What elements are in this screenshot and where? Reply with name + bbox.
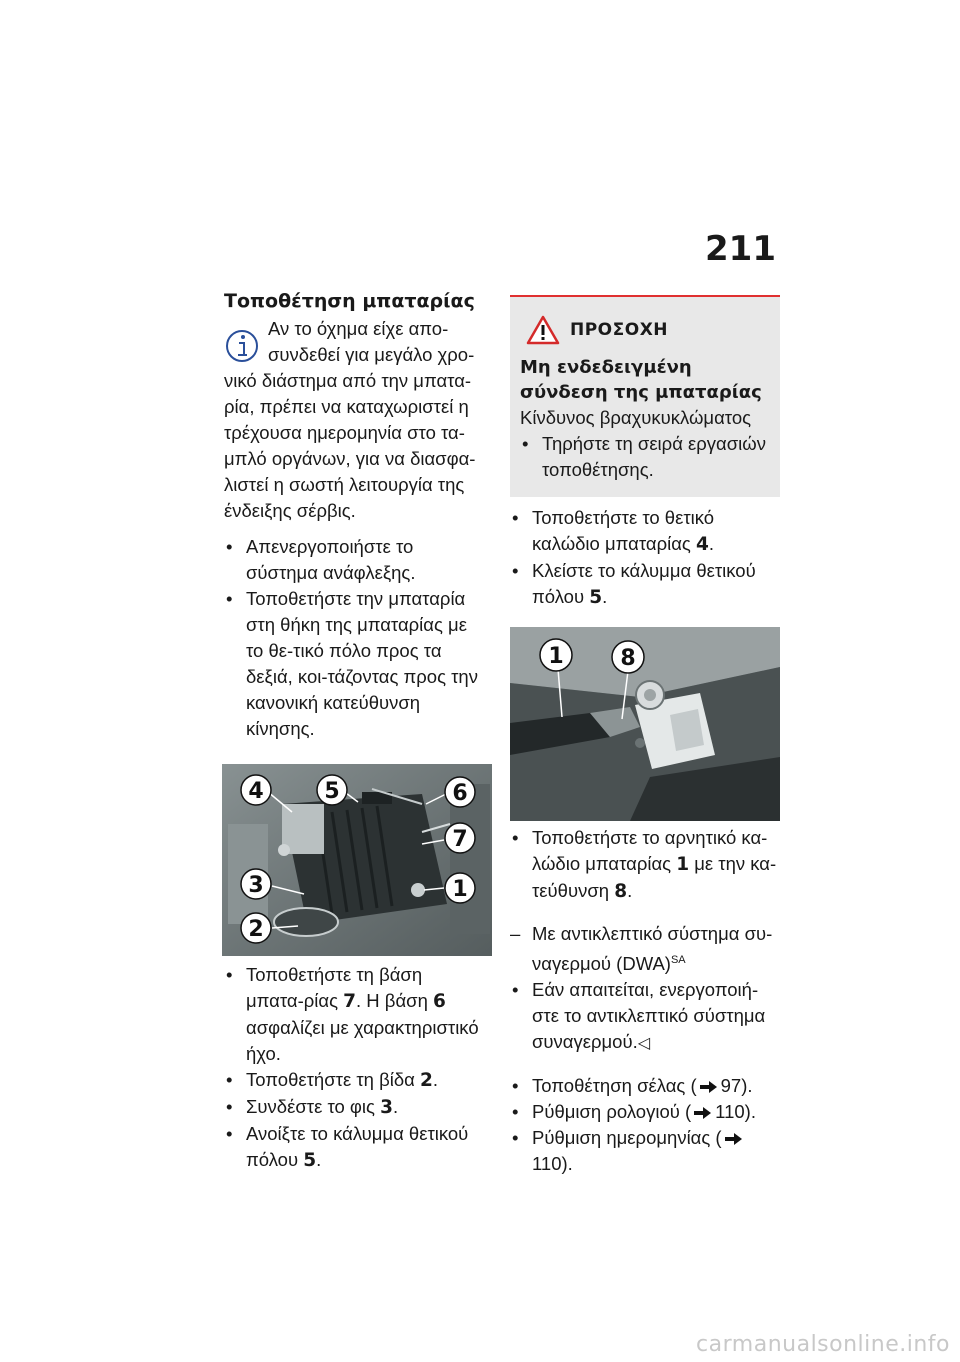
back-marker: ◁ (637, 1035, 651, 1053)
list-item: • Ανοίξτε το κάλυμμα θετικού πόλου 5. (224, 1121, 482, 1174)
note-line: νικό διάστημα από την μπατα- (224, 370, 472, 391)
steps-list-2 (224, 962, 482, 1174)
figure-label: 7 (452, 827, 468, 852)
list-item: • Τοποθετήστε το θετικό καλώδιο μπαταρίας 4. (510, 505, 780, 558)
list-item: • Τηρήστε τη σειρά εργασιών τοποθέτησης. (520, 431, 770, 483)
info-icon (224, 322, 260, 370)
right-column (510, 295, 780, 1177)
reference-item[interactable]: • Τοποθέτηση σέλας ( 97). (510, 1073, 780, 1099)
warning-icon (526, 315, 560, 345)
note-line: τρέχουσα ημερομηνία στο τα- (224, 422, 465, 443)
list-item: • Κλείστε το κάλυμμα θετικού πόλου 5. (510, 558, 780, 611)
steps-list-1 (224, 534, 482, 742)
steps-list-3 (510, 505, 780, 611)
reference-item[interactable]: • Ρύθμιση ρολογιού ( 110). (510, 1099, 780, 1125)
section-heading: Τοποθέτηση μπαταρίας (224, 290, 475, 312)
note-line: λιστεί η σωστή λειτουργία της (224, 474, 465, 495)
figure-label: 1 (548, 644, 564, 669)
note-line: μπλό οργάνων, για να διασφα- (224, 448, 476, 469)
warning-box (510, 295, 780, 497)
figure-label: 2 (248, 917, 264, 942)
figure-label: 6 (452, 781, 468, 806)
note-line: ρία, πρέπει να καταχωριστεί η (224, 396, 469, 417)
list-item: • Εάν απαιτείται, ενεργοποιή-στε το αντικλεπτικό σύστημα συναγερμού.◁ (510, 977, 780, 1057)
dwa-condition: – Με αντικλεπτικό σύστημα συ-ναγερμού (DWA)$^{SA}$ (510, 923, 773, 975)
battery-compartment-figure (222, 764, 492, 956)
figure-label: 1 (452, 877, 468, 902)
page-ref-arrow-icon (725, 1132, 743, 1146)
page-number: 211 (705, 229, 776, 269)
page-ref-arrow-icon (694, 1106, 712, 1120)
list-item: • Τοποθετήστε τη βίδα 2. (224, 1067, 482, 1094)
list-item: • Απενεργοποιήστε το σύστημα ανάφλεξης. (224, 534, 482, 586)
list-item: • Τοποθετήστε το αρνητικό κα-λώδιο μπαταρίας 1 με την κα-τεύθυνση 8. (510, 825, 780, 905)
reference-list (510, 1073, 780, 1177)
list-item: • Τοποθετήστε την μπαταρία στη θήκη της μπαταρίας με το θε-τικό πόλο προς τα δεξιά, κοι-τάζοντας προς την κανονική κατεύθυνση κίνησης. (224, 586, 482, 742)
figure-label: 5 (324, 779, 340, 804)
watermark: carmanualsonline.info (696, 1332, 950, 1357)
warning-subtitle: Μη ενδεδειγμένη σύνδεση της μπαταρίας (520, 357, 762, 403)
note-line: ένδειξης σέρβις. (224, 500, 356, 521)
left-column (224, 288, 482, 1174)
figure-label: 8 (620, 646, 636, 671)
list-item: • Συνδέστε το φις 3. (224, 1094, 482, 1121)
steps-list-4 (510, 825, 780, 905)
page-ref-arrow-icon (700, 1080, 718, 1094)
figure-label: 3 (248, 873, 264, 898)
warning-text: Κίνδυνος βραχυκυκλώματος (520, 407, 752, 428)
list-item: • Τοποθετήστε τη βάση μπατα-ρίας 7. Η βάση 6 ασφαλίζει με χαρακτηριστικό ήχο. (224, 962, 482, 1067)
info-note (224, 316, 482, 524)
negative-terminal-figure (510, 627, 780, 821)
steps-list-5 (510, 977, 780, 1057)
warning-title: ΠΡΟΣΟΧΗ (570, 320, 669, 340)
note-first: Αν το όχημα είχε απο-συνδεθεί για μεγάλο χρο- (268, 318, 475, 365)
reference-item[interactable]: • Ρύθμιση ημερομηνίας (110). (510, 1125, 780, 1177)
figure-label: 4 (248, 779, 264, 804)
